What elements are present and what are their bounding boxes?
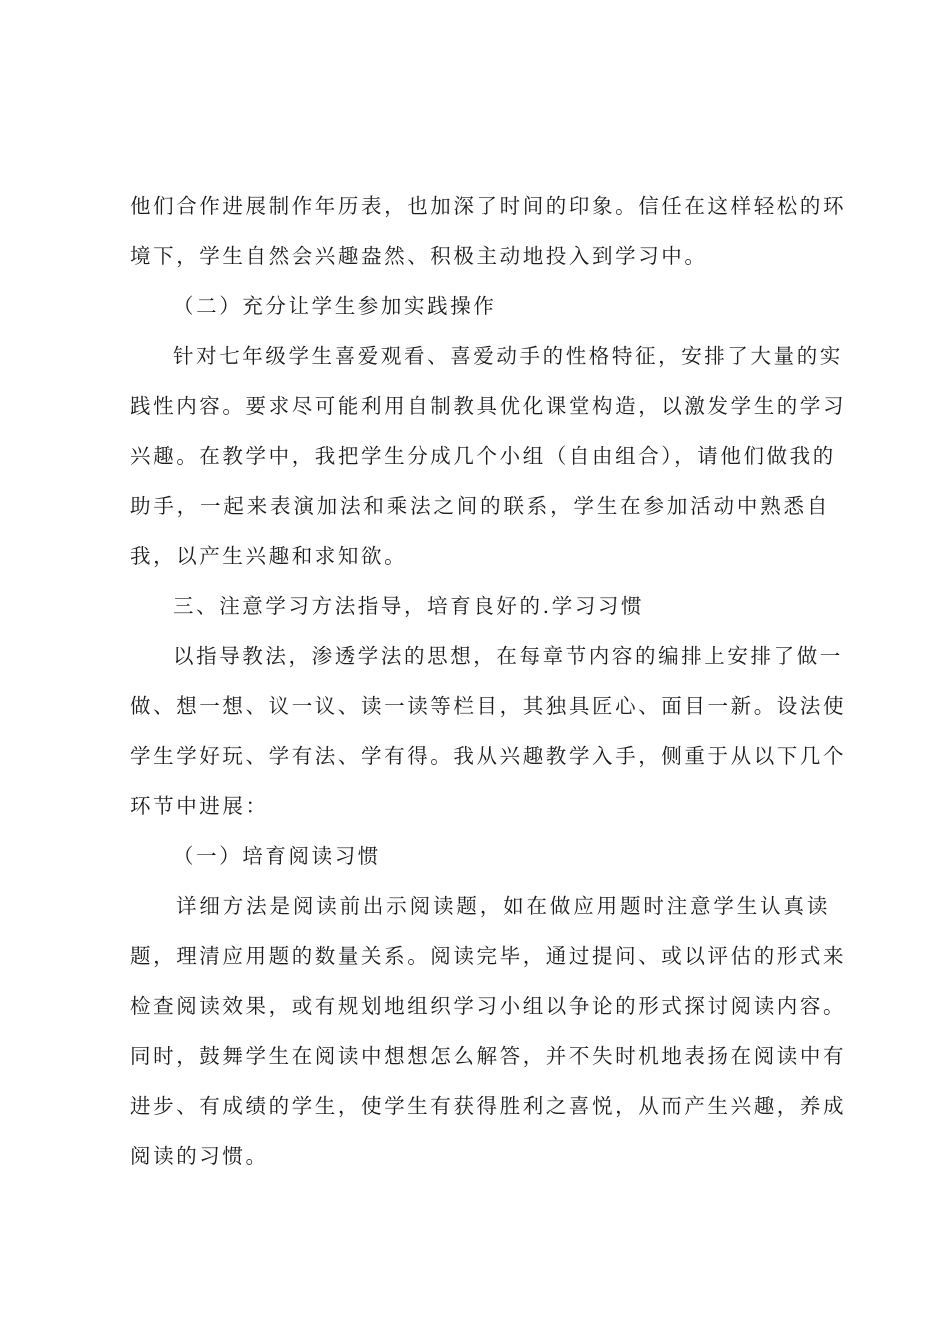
section-heading: （一）培育阅读习惯 <box>173 844 381 868</box>
body-text-line: 检查阅读效果，或有规划地组织学习小组以争论的形式探讨阅读内容。 <box>130 994 847 1018</box>
body-text-line: 我，以产生兴趣和求知欲。 <box>130 544 408 568</box>
section-heading: 三、注意学习方法指导，培育良好的.学习习惯 <box>173 594 645 618</box>
body-text-line: 学生学好玩、学有法、学有得。我从兴趣教学入手，侧重于从以下几个 <box>130 744 847 768</box>
section-heading: （二）充分让学生参加实践操作 <box>173 294 497 318</box>
body-text-line: 阅读的习惯。 <box>130 1144 269 1168</box>
body-text-line: 进步、有成绩的学生，使学生有获得胜利之喜悦，从而产生兴趣，养成 <box>130 1094 847 1118</box>
body-text-line: 助手，一起来表演加法和乘法之间的联系，学生在参加活动中熟悉自 <box>130 494 830 518</box>
body-text-line: 做、想一想、议一议、读一读等栏目，其独具匠心、面目一新。设法使 <box>130 694 847 718</box>
body-text-line: 同时，鼓舞学生在阅读中想想怎么解答，并不失时机地表扬在阅读中有 <box>130 1044 847 1068</box>
body-text-line: 环节中进展： <box>130 794 269 818</box>
body-text-line: 兴趣。在教学中，我把学生分成几个小组（自由组合），请他们做我的 <box>130 444 836 468</box>
body-text-line: 针对七年级学生喜爱观看、喜爱动手的性格特征，安排了大量的实 <box>173 344 843 368</box>
body-text-line: 题，理清应用题的数量关系。阅读完毕，通过提问、或以评估的形式来 <box>130 944 847 968</box>
body-text-line: 以指导教法，渗透学法的思想，在每章节内容的编排上安排了做一 <box>173 644 843 668</box>
body-text-line: 他们合作进展制作年历表，也加深了时间的印象。信任在这样轻松的环 <box>130 194 847 218</box>
body-text-line: 境下，学生自然会兴趣盎然、积极主动地投入到学习中。 <box>130 244 708 268</box>
body-text-line: 践性内容。要求尽可能利用自制教具优化课堂构造，以激发学生的学习 <box>130 394 847 418</box>
body-text-line: 详细方法是阅读前出示阅读题，如在做应用题时注意学生认真读 <box>176 894 830 918</box>
